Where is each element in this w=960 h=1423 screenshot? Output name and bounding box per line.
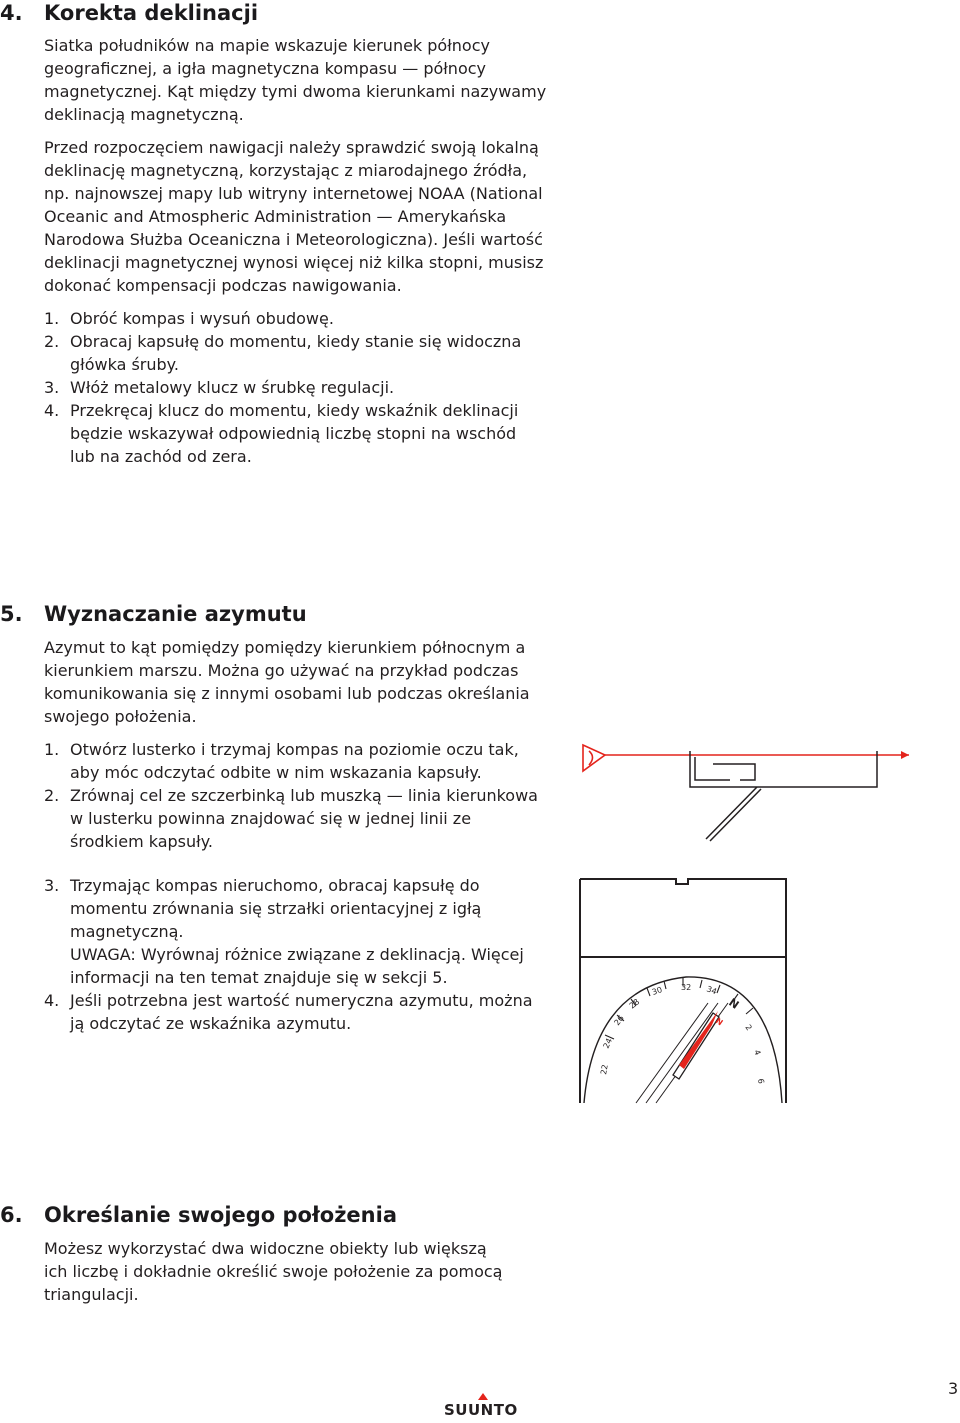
dial-label: 6 [756, 1078, 766, 1085]
section-4-steps [44, 307, 521, 468]
text-line: magnetycznej. Kąt między tymi dwoma kierunkami nazywamy [44, 82, 547, 101]
step-number: 2. [44, 332, 60, 351]
section-4-paragraph-1 [44, 34, 546, 126]
compass-housing [584, 977, 782, 1103]
text-line: Przed rozpoczęciem nawigacji należy sprawdzić swoją lokalną [44, 138, 539, 157]
compass-illustration [578, 875, 788, 1105]
section-5-paragraph-1 [44, 636, 530, 728]
text-line: np. najnowszej mapy lub witryny internetowej NOAA (National [44, 184, 543, 203]
step-text: lub na zachód od zera. [70, 447, 252, 466]
section-number: 6. [0, 1203, 23, 1227]
text-line: deklinacji magnetycznej wynosi więcej niż kilka stopni, musisz [44, 253, 544, 272]
step-text: ją odczytać ze wskaźnika azymutu. [70, 1014, 352, 1033]
dial-label: 22 [599, 1063, 610, 1076]
list-item [44, 874, 533, 989]
step-text: Włóż metalowy klucz w śrubkę regulacji. [70, 378, 395, 397]
dial-label: 34 [705, 984, 718, 997]
brand-wordmark: SUUNTO [444, 1401, 518, 1419]
list-item [44, 330, 521, 376]
section-title: Korekta deklinacji [44, 1, 259, 25]
sighting-illustration [575, 735, 915, 845]
step-text: będzie wskazywał odpowiednią liczbę stopni na wschód [70, 424, 517, 443]
step-number: 3. [44, 876, 60, 895]
compass-body [690, 751, 877, 787]
eye-icon [583, 745, 605, 771]
list-item [44, 989, 533, 1035]
step-number: 3. [44, 378, 60, 397]
dial-label: 32 [681, 983, 692, 992]
step-text: główka śruby. [70, 355, 179, 374]
text-line: geograficznej, a igła magnetyczna kompasu — północy [44, 59, 486, 78]
section-number: 4. [0, 1, 23, 25]
step-text: Przekręcaj klucz do momentu, kiedy wskaźnik deklinacji [70, 401, 519, 420]
section-number: 5. [0, 602, 23, 626]
section-4-paragraph-2 [44, 136, 543, 297]
dial-label: 30 [650, 985, 664, 997]
section-title: Wyznaczanie azymutu [44, 602, 307, 626]
step-text: Obracaj kapsułę do momentu, kiedy stanie się widoczna [70, 332, 522, 351]
text-line: Możesz wykorzystać dwa widoczne obiekty lub większą [44, 1239, 487, 1258]
text-line: kierunkiem marszu. Można go używać na przykład podczas [44, 661, 519, 680]
logo-triangle-icon [478, 1393, 488, 1400]
text-line: Siatka południków na mapie wskazuje kierunek północy [44, 36, 490, 55]
text-line: ich liczbę i dokładnie określić swoje położenie za pomocą [44, 1262, 503, 1281]
step-text: w lusterku powinna znajdować się w jednej linii ze [70, 809, 472, 828]
text-line: triangulacji. [44, 1285, 139, 1304]
dial-label: 2 [743, 1022, 754, 1033]
section-title: Określanie swojego położenia [44, 1203, 397, 1227]
list-item [44, 784, 538, 853]
dial-label: 28 [627, 997, 642, 1011]
dial-label: 24 [601, 1036, 614, 1050]
step-number: 1. [44, 309, 60, 328]
mirror-lid [706, 787, 761, 841]
magnetic-needle [673, 1011, 719, 1079]
list-item [44, 399, 521, 468]
text-line: Azymut to kąt pomiędzy pomiędzy kierunkiem północnym a [44, 638, 526, 657]
text-line: Oceanic and Atmospheric Administration — Amerykańska [44, 207, 507, 226]
text-line: dokonać kompensacji podczas nawigowania. [44, 276, 402, 295]
step-text: magnetyczną. [70, 922, 184, 941]
step-text: UWAGA: Wyrównaj różnice związane z deklinacją. Więcej [70, 945, 524, 964]
page-number: 3 [948, 1379, 959, 1398]
step-text: Jeśli potrzebna jest wartość numeryczna azymutu, można [70, 991, 533, 1010]
text-line: deklinacją magnetyczną. [44, 105, 244, 124]
text-line: deklinację magnetyczną, korzystając z miarodajnego źródła, [44, 161, 528, 180]
list-item [44, 376, 521, 399]
dial-label: 26 [612, 1013, 626, 1028]
step-number: 4. [44, 401, 60, 420]
step-text: Trzymając kompas nieruchomo, obracaj kapsułę do [70, 876, 480, 895]
step-number: 1. [44, 740, 60, 759]
sight-line-arrow [901, 751, 909, 759]
step-text: informacji na ten temat znajduje się w sekcji 5. [70, 968, 448, 987]
step-text: momentu zrównania się strzałki orientacyjnej z igłą [70, 899, 482, 918]
needle-north-label: N [713, 1016, 725, 1028]
step-text: Obróć kompas i wysuń obudowę. [70, 309, 334, 328]
brand-logo [441, 1393, 525, 1423]
dial-label-north: N [726, 995, 742, 1012]
section-5-steps-b [44, 874, 533, 1035]
step-text: Zrównaj cel ze szczerbinką lub muszką — linia kierunkowa [70, 786, 538, 805]
text-line: komunikowania się z innymi osobami lub podczas określania [44, 684, 530, 703]
step-number: 2. [44, 786, 60, 805]
list-item [44, 738, 538, 784]
text-line: swojego położenia. [44, 707, 197, 726]
section-6-paragraph-1 [44, 1237, 502, 1306]
dial-label: 4 [752, 1048, 763, 1057]
step-text: Otwórz lusterko i trzymaj kompas na poziomie oczu tak, [70, 740, 519, 759]
section-5-steps-a [44, 738, 538, 853]
step-number: 4. [44, 991, 60, 1010]
step-text: aby móc odczytać odbite w nim wskazania kapsuły. [70, 763, 482, 782]
step-text: środkiem kapsuły. [70, 832, 213, 851]
list-item [44, 307, 521, 330]
text-line: Narodowa Służba Oceaniczna i Meteorologiczna). Jeśli wartość [44, 230, 543, 249]
